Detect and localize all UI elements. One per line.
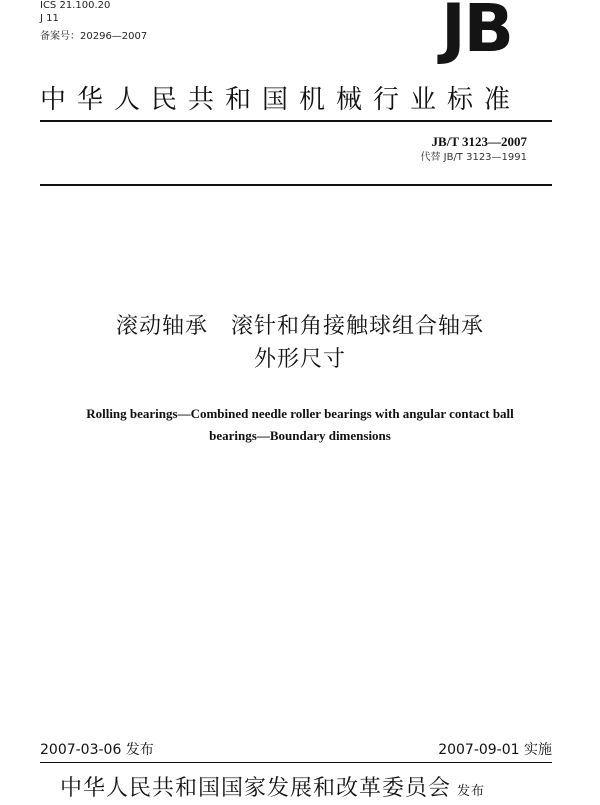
publisher — [60, 776, 485, 805]
publisher-suffix: 发布 — [457, 784, 486, 799]
publisher-name: 中华人民共和国国家发展和改革委员会 — [60, 776, 452, 801]
record-number: 备案号：20296—2007 — [40, 31, 148, 42]
standard-number: JB/T 3123—2007 — [431, 134, 527, 149]
ics-code: ICS 21.100.20 — [40, 0, 111, 11]
classification-code: J 11 — [40, 13, 59, 24]
english-title-line-1: Rolling bearings—Combined needle roller bearings with angular contact ball — [86, 406, 514, 421]
header-divider — [40, 120, 552, 122]
replaces-standard: 代替 JB/T 3123—1991 — [420, 152, 527, 163]
english-title-line-2: bearings—Boundary dimensions — [209, 428, 391, 443]
jb-logo: JB — [441, 0, 512, 67]
org-standard-title: 中华人民共和国机械行业标准 — [40, 85, 522, 115]
footer-divider — [40, 762, 552, 763]
chinese-title-line-2: 外形尺寸 — [253, 347, 346, 372]
implementation-date: 2007-09-01 实施 — [438, 742, 552, 758]
issue-date: 2007-03-06 发布 — [40, 742, 154, 758]
chinese-title-line-1: 滚动轴承 滚针和角接触球组合轴承 — [115, 314, 484, 339]
standard-number-divider — [40, 184, 552, 186]
